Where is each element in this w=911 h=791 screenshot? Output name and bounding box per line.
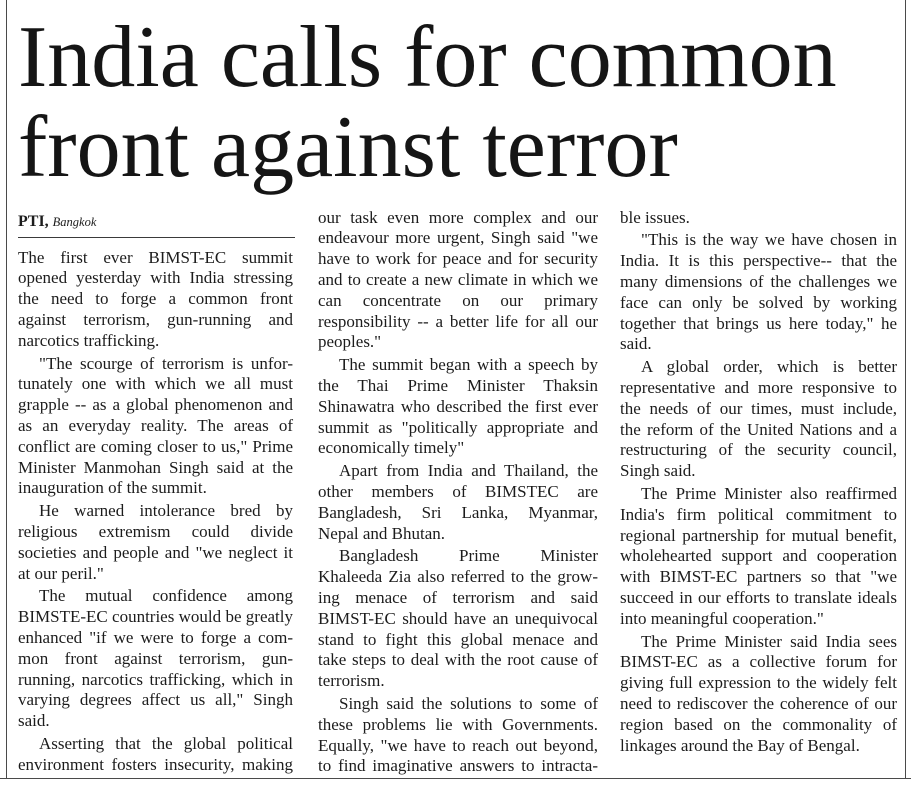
- text-line: conflict are coming closer to us," Prime: [18, 436, 293, 456]
- text-line: Singh said.: [620, 461, 696, 481]
- text-line: The mutual confidence among: [39, 586, 293, 606]
- text-line: said.: [620, 334, 652, 354]
- text-line: region based on the commonality of: [620, 714, 897, 734]
- text-line: peoples.": [318, 332, 382, 352]
- text-line: the need to forge a common front: [18, 289, 293, 309]
- text-line: ing menace of terrorism and said: [318, 587, 598, 607]
- article-paragraph: [620, 230, 897, 355]
- text-line: religious extremism could divide: [18, 521, 293, 541]
- article-paragraph: [18, 354, 293, 500]
- text-line: the reform of the United Nations and a: [620, 419, 897, 439]
- text-line: Apart from India and Thailand, the: [339, 461, 598, 481]
- text-line: He warned intolerance bred by: [39, 501, 293, 521]
- text-line: The Prime Minister said India sees: [641, 631, 897, 651]
- text-line: societies and people and "we neglect it: [18, 542, 293, 562]
- text-line: Equally, "we have to reach out beyond,: [318, 735, 598, 755]
- text-line: tunately one with which we all must: [18, 374, 293, 394]
- text-line: varying degrees affect us all," Singh: [18, 690, 293, 710]
- text-line: giving full expression to the widely felt: [620, 673, 897, 693]
- text-line: running, narcotics trafficking, which in: [18, 669, 293, 689]
- text-line: India. It is this perspective-- that the: [620, 251, 897, 271]
- text-line: take steps to deal with the root cause of: [318, 650, 598, 670]
- byline-divider: [18, 237, 295, 238]
- text-line: The Prime Minister also reaffirmed: [641, 483, 897, 503]
- text-line: against terrorism, gun-running and: [18, 309, 293, 329]
- text-line: responsibility -- a better life for all our: [318, 311, 598, 331]
- text-line: wholehearted support and cooperation: [620, 546, 897, 566]
- text-line: representative and more responsive to: [620, 377, 897, 397]
- article-paragraph: [318, 461, 598, 544]
- text-line: regional partnership for mutual benefit,: [620, 525, 897, 545]
- article-paragraph: [318, 355, 598, 459]
- text-line: can concentrate on our primary: [318, 290, 598, 310]
- text-line: narcotics trafficking.: [18, 330, 160, 350]
- text-line: terrorism.: [318, 671, 385, 691]
- text-line: grapple -- as a global phenomenon and: [18, 395, 293, 415]
- text-line: face can only be solved by working: [620, 292, 897, 312]
- text-line: ble issues.: [620, 207, 690, 227]
- text-line: The first ever BIMST-EC summit: [18, 247, 293, 267]
- text-line: succeed in our efforts to translate ideals: [620, 587, 897, 607]
- article-paragraph: [18, 734, 293, 776]
- article-column: [620, 208, 897, 757]
- article-paragraph: [620, 484, 897, 630]
- article-paragraph: [18, 501, 293, 584]
- article-paragraph: [318, 208, 598, 354]
- text-line: environment fosters insecurity, making: [18, 754, 293, 774]
- text-line: Bangladesh Prime Minister: [339, 546, 598, 566]
- text-line: said.: [18, 711, 50, 731]
- frame-right-rule: [905, 0, 906, 779]
- text-line: stand to fight this global menace and: [318, 629, 598, 649]
- text-line: BIMST-EC as a collective forum for: [620, 652, 897, 672]
- text-line: to find imaginative answers to intracta-: [318, 756, 598, 776]
- text-line: need to rediscover the coherence of our: [620, 693, 897, 713]
- text-line: A global order, which is better: [641, 357, 897, 377]
- headline: India calls for common front against terror: [18, 9, 837, 196]
- text-line: many dimensions of the challenges we: [620, 271, 897, 291]
- article-paragraph: [18, 248, 293, 352]
- text-line: at our peril.": [18, 563, 104, 583]
- text-line: mon front against terrorism, gun-: [18, 648, 293, 668]
- byline: [18, 212, 96, 232]
- text-line: The summit began with a speech by: [339, 355, 598, 375]
- text-line: linkages around the Bay of Bengal.: [620, 735, 860, 755]
- text-line: other members of BIMSTEC are: [318, 481, 598, 501]
- text-line: Singh said the solutions to some of: [339, 693, 598, 713]
- text-line: enhanced "if we were to forge a com-: [18, 627, 293, 647]
- article-paragraph: [620, 632, 897, 757]
- text-line: have to work for peace and for security: [318, 249, 598, 269]
- text-line: "This is the way we have chosen in: [641, 230, 897, 250]
- text-line: "The scourge of terrorism is unfor-: [39, 353, 293, 373]
- article-column: [318, 208, 598, 778]
- byline-agency: PTI,: [18, 213, 49, 230]
- text-line: summit as "politically appropriate and: [318, 417, 598, 437]
- text-line: endeavour more urgent, Singh said "we: [318, 228, 598, 248]
- text-line: restructuring of the security council,: [620, 440, 897, 460]
- frame-bottom-rule: [0, 778, 911, 779]
- text-line: with BIMST-EC partners so that "we: [620, 567, 897, 587]
- text-line: BIMST-EC should have an unequivocal: [318, 608, 598, 628]
- article-paragraph: [318, 694, 598, 777]
- text-line: opened yesterday with India stressing: [18, 268, 293, 288]
- article-paragraph: [620, 357, 897, 482]
- text-line: into meaningful cooperation.": [620, 608, 824, 628]
- text-line: Minister Manmohan Singh said at the: [18, 457, 293, 477]
- text-line: Asserting that the global political: [39, 733, 293, 753]
- text-line: our task even more complex and our: [318, 207, 598, 227]
- article-paragraph: [318, 546, 598, 692]
- text-line: the needs of our times, must include,: [620, 398, 897, 418]
- text-line: Khaleeda Zia also referred to the grow-: [318, 567, 598, 587]
- text-line: India's firm political commitment to: [620, 504, 897, 524]
- text-line: Nepal and Bhutan.: [318, 523, 445, 543]
- article-column: [18, 248, 293, 776]
- text-line: economically timely": [318, 438, 465, 458]
- text-line: together that brings us here today," he: [620, 313, 897, 333]
- text-line: Shinawatra who described the first ever: [318, 396, 598, 416]
- text-line: and to create a new climate in which we: [318, 269, 598, 289]
- text-line: as an everyday reality. The areas of: [18, 415, 293, 435]
- text-line: the Thai Prime Minister Thaksin: [318, 375, 598, 395]
- text-line: Bangladesh, Sri Lanka, Myanmar,: [318, 502, 598, 522]
- text-line: these problems lie with Governments.: [318, 714, 598, 734]
- text-line: BIMSTE-EC countries would be greatly: [18, 607, 293, 627]
- article-paragraph: [18, 586, 293, 732]
- text-line: inauguration of the summit.: [18, 478, 207, 498]
- article-paragraph: [620, 208, 897, 229]
- byline-dateline: Bangkok: [52, 215, 97, 229]
- frame-left-rule: [6, 0, 7, 779]
